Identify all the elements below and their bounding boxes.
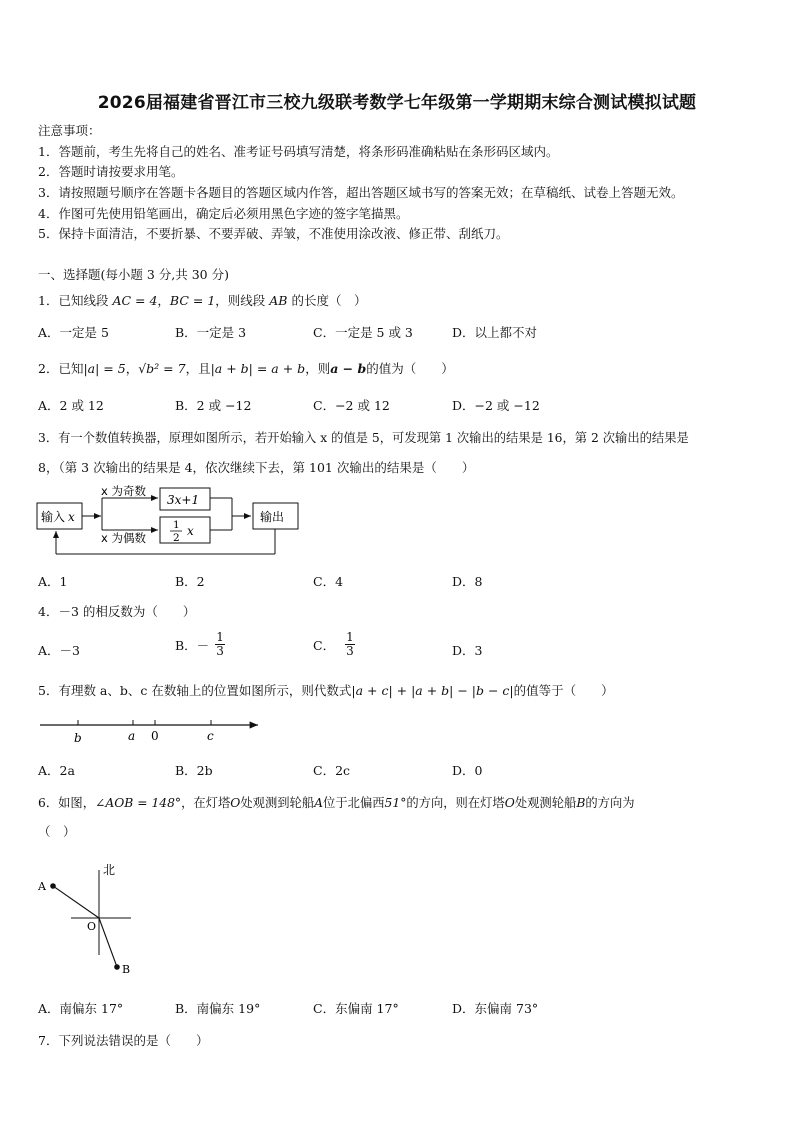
q3-option-b: B．2 [175,574,205,589]
q6-option-c: C．东偏南 17° [313,1001,399,1016]
q4-option-c-label: C． [313,637,336,653]
compass-figure [34,858,144,980]
number-line-label-b: b [74,731,82,745]
point-b [114,964,120,970]
q1-option-c: C．一定是 5 或 3 [313,325,413,340]
q4-option-a: A．－3 [38,643,80,658]
q1-option-a: A．一定是 5 [38,325,109,340]
q1-sep1: ， [157,293,170,308]
notice-item-2: 2．答题时请按要求用笔。 [38,164,184,179]
q4-b-denominator: 3 [216,644,224,658]
even-fraction-denominator: 2 [173,532,180,544]
q4-b-numerator: 1 [216,630,224,644]
number-line [36,714,266,748]
q6-seg3: 位于北偏西 [323,796,385,810]
q6-seg2: 处观测到轮船 [240,796,315,810]
q2-sep1: ， [125,361,139,376]
q1-math-ab: AB [269,293,288,308]
q2-sep3: ，则 [305,361,331,376]
q3-option-d: D．8 [452,574,483,589]
odd-formula: 3x+1 [167,493,200,507]
q2-math-abs-sum: |a + b| = a + b [210,361,306,376]
even-condition-label: x 为偶数 [101,531,146,545]
q6-math-b: B [576,796,586,810]
q4-option-b-fraction [215,631,225,658]
q6-math-a: A [314,796,324,810]
q6-seg5: 处观测轮船 [514,796,577,810]
q4-c-denominator: 3 [346,644,354,658]
q3-line-1: 3．有一个数值转换器，原理如图所示，若开始输入 x 的值是 5，可发现第 1 次输出的结果是 16，第 2 次输出的结果是 [38,431,689,445]
q1-sep2: ，则线段 [215,293,266,308]
label-a: A [38,880,46,893]
q6-math-o1: O [230,796,241,810]
even-fraction-numerator: 1 [173,519,180,531]
section-heading: 一、选择题(每小题 3 分,共 30 分) [38,267,229,282]
q4-option-c-fraction [345,631,355,658]
q6-seg4: 的方向，则在灯塔 [406,796,505,810]
q5-option-d: D．0 [452,763,483,778]
q6-math-angle: ∠AOB = 148° [95,796,182,810]
q2-option-c: C．−2 或 12 [313,398,390,413]
question-1 [38,291,367,309]
q3-line-2: 8，（第 3 次输出的结果是 4，依次继续下去，第 101 次输出的结果是（ ） [38,460,475,475]
q5-option-b: B．2b [175,763,213,778]
q5-option-a: A．2a [38,763,75,778]
q2-option-a: A．2 或 12 [38,398,104,413]
label-o: O [87,920,97,933]
q6-math-51: 51° [384,796,407,810]
q5-post: 的值等于（ ） [513,683,614,698]
q4-option-d: D．3 [452,643,483,658]
q2-pre: 2．已知 [38,361,84,376]
q6-option-a: A．南偏东 17° [38,1001,124,1016]
even-box [160,517,210,543]
q2-option-b: B．2 或 −12 [175,398,252,413]
question-5 [38,681,614,699]
notice-heading: 注意事项： [38,123,101,138]
number-line-label-a: a [128,729,136,743]
q1-option-b: B．一定是 3 [175,325,247,340]
q2-sep2: ，且 [185,361,211,376]
notice-item-1: 1．答题前，考生先将自己的姓名、准考证号码填写清楚，将条形码准确粘贴在条形码区域内。 [38,144,559,159]
q1-pre: 1．已知线段 [38,293,109,308]
q1-post: 的长度（ ） [291,293,367,308]
q5-option-c: C．2c [313,763,351,778]
q2-math-diff: a − b [330,361,367,376]
q6-post: 的方向为 [585,796,635,810]
notice-item-3: 3．请按照题号顺序在答题卡各题目的答题区域内作答，超出答题区域书写的答案无效；在草稿纸、试卷上答题无效。 [38,185,684,200]
q1-option-d: D．以上都不对 [452,325,538,340]
question-4: 4．－3 的相反数为（ ） [38,604,196,619]
notice-item-5: 5．保持卡面清洁，不要折暴、不要弄破、弄皱，不准使用涂改液、修正带、刮纸刀。 [38,226,509,241]
q1-math-ac: AC = 4 [112,293,158,308]
q4-option-c [313,631,355,658]
point-a [50,883,56,889]
input-var: x [68,510,75,524]
q3-option-a: A．1 [38,574,68,589]
q2-option-d: D．−2 或 −12 [452,398,540,413]
question-2 [38,359,454,377]
page-title: 2026届福建省晋江市三校九级联考数学七年级第一学期期末综合测试模拟试题 [97,93,697,113]
notice-item-4: 4．作图可先使用铅笔画出，确定后必须用黑色字迹的签字笔描黑。 [38,206,409,221]
q6-seg1: ，在灯塔 [181,796,231,810]
q6-option-d: D．东偏南 73° [452,1001,539,1016]
output-label: 输出 [260,510,285,524]
q6-option-b: B．南偏东 19° [175,1001,261,1016]
converter-diagram [34,480,314,560]
q2-math-abs-a: |a| = 5 [83,361,126,376]
q6-math-o2: O [504,796,515,810]
question-7: 7．下列说法错误的是（ ） [38,1033,209,1048]
q4-option-b-label: B．－ [175,637,210,653]
number-line-label-zero: 0 [151,729,159,743]
q6-pre: 6．如图， [38,796,96,810]
q4-c-numerator: 1 [346,630,354,644]
number-line-label-c: c [207,729,214,743]
q6-line-2: （ ） [38,824,76,839]
q3-option-c: C．4 [313,574,344,589]
q4-option-b [175,631,225,658]
q5-expression: |a + c| + |a + b| − |b − c| [351,683,514,698]
q2-math-sqrt-b: √b² = 7 [138,361,186,376]
q2-post: 的值为（ ） [366,361,454,376]
q5-pre: 5．有理数 a、b、c 在数轴上的位置如图所示，则代数式 [38,683,352,698]
label-b: B [122,963,131,976]
north-label: 北 [103,863,116,877]
input-label: 输入 [41,510,66,524]
even-fraction-var: x [187,524,194,538]
question-6 [38,793,635,811]
q1-math-bc: BC = 1 [169,293,216,308]
odd-condition-label: x 为奇数 [101,484,146,498]
